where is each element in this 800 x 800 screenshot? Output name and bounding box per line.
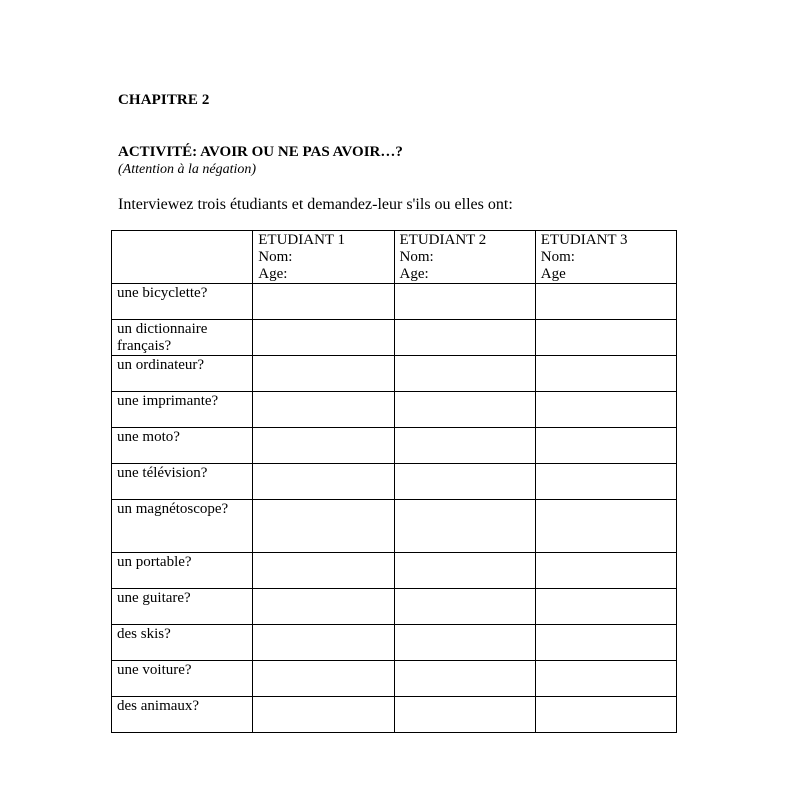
answer-cell-student-1 [253,428,394,464]
answer-cell-student-2 [394,356,535,392]
item-label: une voiture? [112,661,253,697]
nom-label: Nom: [399,249,434,265]
item-label: des animaux? [112,697,253,733]
answer-cell-student-2 [394,500,535,553]
answer-cell-student-3 [535,553,676,589]
item-label: un portable? [112,553,253,589]
table-row [112,356,677,392]
item-label: un dictionnaire français? [112,320,253,356]
answer-cell-student-2 [394,320,535,356]
age-label: Age [540,266,566,282]
answer-cell-student-2 [394,661,535,697]
table-row [112,589,677,625]
answer-cell-student-2 [394,697,535,733]
table-row [112,392,677,428]
answer-cell-student-3 [535,589,676,625]
answer-cell-student-3 [535,356,676,392]
answer-cell-student-3 [535,320,676,356]
chapter-title: CHAPITRE 2 [118,92,210,108]
answer-cell-student-3 [535,284,676,320]
item-label: une moto? [112,428,253,464]
answer-cell-student-2 [394,625,535,661]
survey-table [111,230,677,733]
table-row [112,464,677,500]
student-title: ETUDIANT 1 [258,232,346,248]
header-student-1 [253,231,394,284]
answer-cell-student-3 [535,625,676,661]
answer-cell-student-1 [253,464,394,500]
activity-title: ACTIVITÉ: AVOIR OU NE PAS AVOIR…? [118,144,403,160]
answer-cell-student-3 [535,392,676,428]
activity-subtitle: (Attention à la négation) [118,162,257,177]
header-empty-cell [112,231,253,284]
student-title: ETUDIANT 3 [540,232,628,248]
nom-label: Nom: [540,249,575,265]
answer-cell-student-1 [253,284,394,320]
item-label: une imprimante? [112,392,253,428]
table-row [112,553,677,589]
instructions: Interviewez trois étudiants et demandez-leur s'ils ou elles ont: [118,196,513,213]
answer-cell-student-2 [394,589,535,625]
table-row [112,625,677,661]
answer-cell-student-1 [253,625,394,661]
answer-cell-student-1 [253,500,394,553]
age-label: Age: [399,266,429,282]
item-label: une guitare? [112,589,253,625]
answer-cell-student-2 [394,284,535,320]
item-label: une télévision? [112,464,253,500]
student-title: ETUDIANT 2 [399,232,487,248]
header-student-2 [394,231,535,284]
header-student-3 [535,231,676,284]
answer-cell-student-1 [253,392,394,428]
answer-cell-student-2 [394,464,535,500]
table-row [112,320,677,356]
answer-cell-student-3 [535,500,676,553]
answer-cell-student-1 [253,661,394,697]
answer-cell-student-2 [394,392,535,428]
answer-cell-student-3 [535,464,676,500]
table-row [112,500,677,553]
item-label: un magnétoscope? [112,500,253,553]
table-row [112,661,677,697]
answer-cell-student-2 [394,553,535,589]
table-header-row [112,231,677,284]
answer-cell-student-3 [535,661,676,697]
answer-cell-student-2 [394,428,535,464]
answer-cell-student-1 [253,697,394,733]
table-row [112,697,677,733]
item-label: des skis? [112,625,253,661]
table-row [112,428,677,464]
answer-cell-student-1 [253,320,394,356]
answer-cell-student-1 [253,589,394,625]
table-row [112,284,677,320]
nom-label: Nom: [258,249,293,265]
age-label: Age: [258,266,288,282]
answer-cell-student-3 [535,428,676,464]
answer-cell-student-1 [253,356,394,392]
item-label: une bicyclette? [112,284,253,320]
answer-cell-student-3 [535,697,676,733]
answer-cell-student-1 [253,553,394,589]
item-label: un ordinateur? [112,356,253,392]
